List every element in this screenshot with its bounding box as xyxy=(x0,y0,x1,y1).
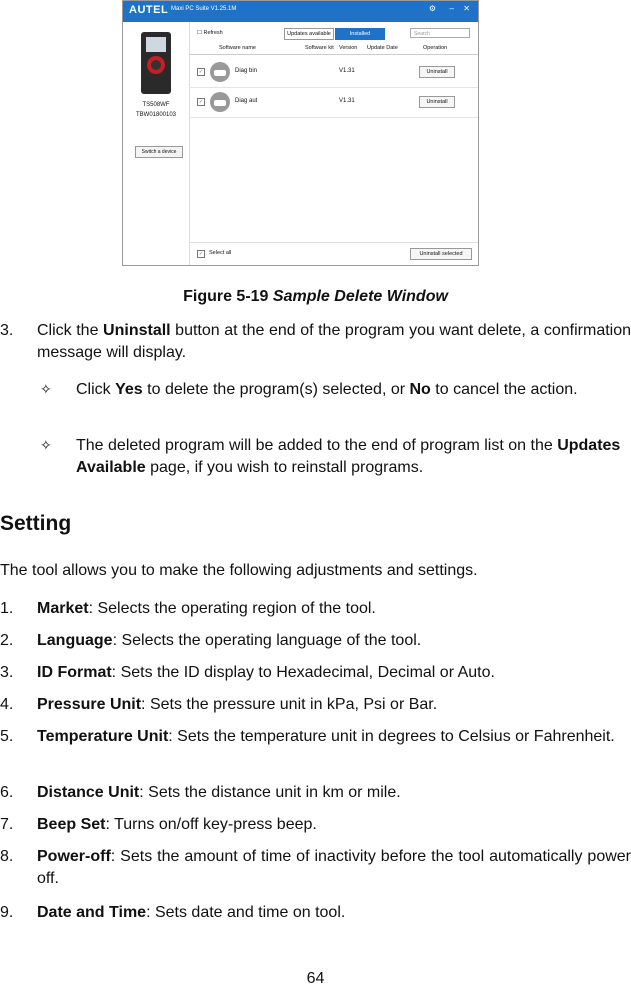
car-icon xyxy=(210,92,230,112)
settings-icon[interactable]: ⚙ xyxy=(428,4,436,13)
software-name: Diag aut xyxy=(235,98,258,104)
software-version: V1.31 xyxy=(339,68,355,74)
autel-logo: AUTEL xyxy=(129,4,169,16)
figure-caption xyxy=(0,288,631,306)
figure-number: Figure 5-19 xyxy=(183,288,269,305)
col-software-name: Software name xyxy=(219,45,256,51)
setting-power-off: Power-off: Sets the amount of time of inactivity before the tool automatically power off. xyxy=(37,848,631,887)
delete-window-screenshot xyxy=(122,0,479,266)
col-update-date: Update Date xyxy=(367,45,398,51)
tab-installed[interactable]: Installed xyxy=(335,28,385,40)
col-operation: Operation xyxy=(423,45,448,51)
software-version: V1.31 xyxy=(339,98,355,104)
search-input[interactable]: Search xyxy=(410,28,470,38)
table-header xyxy=(189,44,478,55)
refresh-label: Refresh xyxy=(203,30,223,36)
minimize-icon[interactable]: – xyxy=(449,4,454,13)
figure-title: Sample Delete Window xyxy=(272,288,448,305)
refresh-button[interactable] xyxy=(197,30,223,36)
software-name: Diag bin xyxy=(235,68,258,74)
col-version: Version xyxy=(339,45,358,51)
section-heading: Setting xyxy=(0,512,72,535)
refresh-checkbox-icon: ☐ xyxy=(197,30,202,36)
title-bar xyxy=(123,1,478,22)
list-number: 5. xyxy=(0,728,14,745)
setting-market: Market: Selects the operating region of the tool. xyxy=(37,600,376,617)
footer-bar xyxy=(189,242,478,265)
bullet-deleted-program: The deleted program will be added to the end of program list on the Updates Available page, if you wish to reinstall programs. xyxy=(76,437,621,476)
table-row xyxy=(189,87,478,118)
uninstall-button[interactable]: Uninstall xyxy=(419,96,455,108)
setting-distance-unit: Distance Unit: Sets the distance unit in km or mile. xyxy=(37,784,401,801)
uninstall-selected-button[interactable]: Uninstall selected xyxy=(410,248,472,260)
list-number: 3. xyxy=(0,664,14,681)
list-number: 8. xyxy=(0,848,14,865)
list-number: 7. xyxy=(0,816,14,833)
close-icon[interactable]: ✕ xyxy=(463,4,470,13)
list-number: 9. xyxy=(0,904,14,921)
list-number: 1. xyxy=(0,600,14,617)
row-checkbox[interactable]: ✓ xyxy=(198,69,204,75)
list-number: 4. xyxy=(0,696,14,713)
row-checkbox[interactable]: ✓ xyxy=(198,99,204,105)
select-all-label: Select all xyxy=(209,250,232,256)
page-number: 64 xyxy=(306,970,325,987)
setting-pressure-unit: Pressure Unit: Sets the pressure unit in kPa, Psi or Bar. xyxy=(37,696,438,713)
table-row xyxy=(189,57,478,88)
setting-temperature-unit: Temperature Unit: Sets the temperature unit in degrees to Celsius or Fahrenheit. xyxy=(37,728,615,745)
setting-beep-set: Beep Set: Turns on/off key-press beep. xyxy=(37,816,317,833)
step-3-text: Click the Uninstall button at the end of the program you want delete, a confirmation message will display. xyxy=(37,322,631,361)
list-number: 2. xyxy=(0,632,14,649)
diamond-bullet-icon: ✧ xyxy=(40,381,52,397)
car-icon xyxy=(210,62,230,82)
switch-device-button[interactable]: Switch a device xyxy=(135,146,183,158)
diamond-bullet-icon: ✧ xyxy=(40,437,52,453)
device-image xyxy=(141,32,171,94)
setting-date-time: Date and Time: Sets date and time on tool. xyxy=(37,904,346,921)
tab-updates-available[interactable]: Updates available xyxy=(284,28,334,40)
uninstall-button[interactable]: Uninstall xyxy=(419,66,455,78)
device-pane xyxy=(123,22,190,265)
setting-language: Language: Selects the operating language of the tool. xyxy=(37,632,422,649)
col-software-kit: Software kit xyxy=(305,45,334,51)
select-all-checkbox[interactable]: ✓ xyxy=(198,251,204,257)
device-model: TS508WF xyxy=(142,102,170,108)
bullet-yes-no: Click Yes to delete the program(s) selected, or No to cancel the action. xyxy=(76,381,578,398)
list-number: 6. xyxy=(0,784,14,801)
app-title: Maxi PC Suite V1.25.1M xyxy=(171,6,237,12)
step-number: 3. xyxy=(0,322,14,339)
toolbar xyxy=(189,22,478,42)
device-serial: TBW01800103 xyxy=(135,112,177,118)
setting-id-format: ID Format: Sets the ID display to Hexadecimal, Decimal or Auto. xyxy=(37,664,495,681)
intro-text: The tool allows you to make the following adjustments and settings. xyxy=(0,562,478,579)
